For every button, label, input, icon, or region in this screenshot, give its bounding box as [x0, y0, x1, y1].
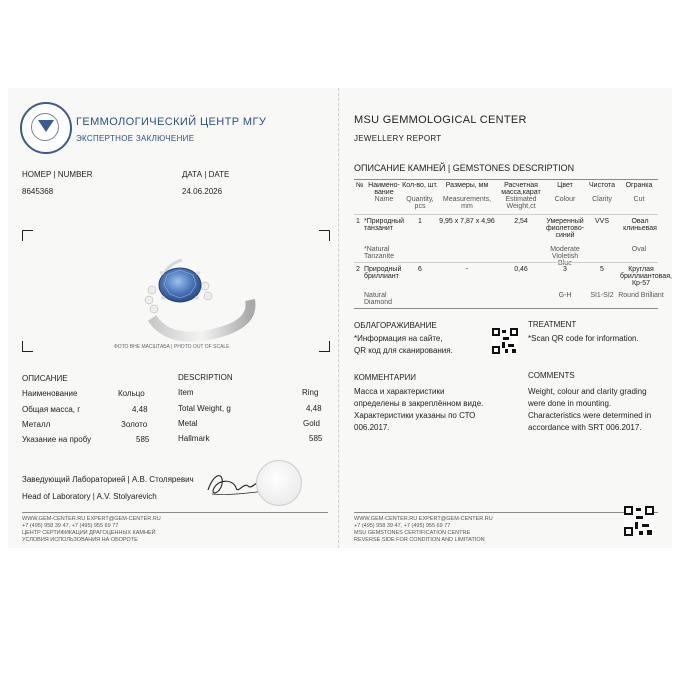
- footer-website: WWW.GEM-CENTER.RU EXPERT@GEM-CENTER.RU: [22, 516, 161, 522]
- stone-qty: 1: [418, 218, 422, 225]
- col-clarity-header-en: Clarity: [592, 196, 612, 203]
- ring-photo-frame: [22, 230, 330, 352]
- comments-en-title: COMMENTS: [528, 371, 575, 380]
- row-en-value: Gold: [303, 419, 320, 428]
- footer-conditions: УСЛОВИЯ ИСПОЛЬЗОВАНИЯ НА ОБОРОТЕ: [22, 537, 138, 543]
- stone-no: 2: [356, 266, 360, 273]
- footer-centre: MSU GEMSTONES CERTIFICATION CENTRE: [354, 530, 471, 536]
- stone-weight: 0,46: [514, 266, 528, 273]
- comments-ru-text: 006.2017.: [354, 423, 390, 432]
- description-en-title: DESCRIPTION: [178, 373, 233, 382]
- treatment-text: *Scan QR code for information.: [528, 334, 639, 343]
- report-type-ru: ЭКСПЕРТНОЕ ЗАКЛЮЧЕНИЕ: [76, 134, 195, 143]
- stone-name-ru: *Природный танзанит: [364, 218, 405, 232]
- report-card: [8, 88, 672, 548]
- col-name-header-ru: Наимено-вание: [368, 182, 400, 196]
- footer-phone: +7 (495) 958 39 47, +7 (495) 955 69 77: [354, 523, 451, 529]
- comments-ru-text: Масса и характеристики: [354, 387, 445, 396]
- stone-weight: 2,54: [514, 218, 528, 225]
- stone-cut-ru: Овал клиньевая: [623, 218, 657, 232]
- col-colour-header-ru: Цвет: [557, 182, 573, 189]
- msu-gem-center-logo: [20, 102, 72, 154]
- col-weight-header-en: Estimated Weight,ct: [505, 196, 537, 210]
- row-ru-value: 4,48: [132, 405, 148, 414]
- stone-qty: 6: [418, 266, 422, 273]
- row-ru-label: Общая масса, г: [22, 405, 81, 414]
- left-panel: [8, 88, 339, 548]
- stone-colour-ru: Умеренный фиолетово-синий: [546, 218, 585, 239]
- stone-cut-ru: Круглая бриллиантовая, Кр-57: [620, 266, 672, 287]
- footer-conditions: REVERSE SIDE FOR CONDITION AND LIMITATION: [354, 537, 485, 543]
- comments-ru-text: Характеристики указаны по СТО: [354, 411, 476, 420]
- head-of-laboratory-ru: Заведующий Лабораторией | А.В. Столяревич: [22, 475, 194, 484]
- row-en-label: Total Weight, g: [178, 404, 231, 413]
- right-panel: [340, 88, 672, 548]
- comments-en-text: were done in mounting.: [528, 399, 612, 408]
- stone-cut-en: Round Brilliant: [618, 292, 664, 299]
- stone-colour-en: Moderate Violetish Blue: [550, 246, 580, 267]
- row-ru-value: Золото: [121, 420, 148, 429]
- stone-colour-en: G-H: [558, 292, 572, 299]
- col-colour-header-en: Colour: [554, 196, 576, 203]
- org-title-en: MSU GEMMOLOGICAL CENTER: [354, 114, 527, 126]
- col-size-header-ru: Размеры, мм: [445, 182, 489, 189]
- comments-ru-text: определены в закреплённом виде.: [354, 399, 484, 408]
- description-ru-title: ОПИСАНИЕ: [22, 374, 68, 383]
- row-ru-value: 585: [136, 435, 150, 444]
- stone-clarity-en: SI1-SI2: [590, 292, 614, 299]
- col-qty-header-ru: Кол-во, шт.: [402, 182, 438, 189]
- stone-no: 1: [356, 218, 360, 225]
- stone-clarity: VVS: [594, 218, 609, 225]
- stone-colour-ru: 3: [563, 266, 567, 273]
- row-en-label: Hallmark: [178, 434, 210, 443]
- stone-size: -: [465, 266, 469, 273]
- refinement-ru-text: QR код для сканирования.: [354, 346, 453, 355]
- stone-size: 9,95 x 7,87 x 4,96: [439, 218, 495, 225]
- row-en-value: 585: [309, 434, 323, 443]
- footer-phone: +7 (495) 958 39 47, +7 (495) 955 69 77: [22, 523, 119, 529]
- number-label: НОМЕР | NUMBER: [22, 170, 93, 179]
- refinement-ru-text: *Информация на сайте,: [354, 334, 443, 343]
- row-ru-label: Указание на пробу: [22, 435, 92, 444]
- row-en-label: Item: [178, 388, 194, 397]
- report-qr-code[interactable]: [624, 506, 654, 536]
- col-qty-header-en: Quantity, pcs: [406, 196, 434, 210]
- stone-name-ru: Природный бриллиант: [364, 266, 402, 280]
- photo-caption: ФОТО ВНЕ МАСШТАБА | PHOTO OUT OF SCALE: [114, 344, 230, 350]
- footer-website: WWW.GEM-CENTER.RU EXPERT@GEM-CENTER.RU: [354, 516, 493, 522]
- treatment-qr-code[interactable]: [492, 328, 518, 354]
- report-type-en: JEWELLERY REPORT: [354, 134, 442, 143]
- col-weight-header-ru: Расчетная масса,карат: [501, 182, 541, 196]
- head-of-laboratory-en: Head of Laboratory | A.V. Stolyarevich: [22, 492, 157, 501]
- row-ru-value: Кольцо: [118, 389, 145, 398]
- stone-clarity: 5: [600, 266, 604, 273]
- comments-ru-title: КОММЕНТАРИИ: [354, 373, 417, 382]
- number-value: 8645368: [22, 187, 54, 196]
- ring-photo: [22, 230, 330, 352]
- row-ru-label: Металл: [22, 420, 51, 429]
- row-en-label: Metal: [178, 419, 198, 428]
- diamond-icon: [38, 120, 54, 132]
- row-ru-label: Наименование: [22, 389, 78, 398]
- comments-en-text: accordance with SRT 006.2017.: [528, 423, 642, 432]
- stone-name-en: Natural Diamond: [364, 292, 393, 306]
- footer-centre: ЦЕНТР СЕРТИФИКАЦИИ ДРАГОЦЕННЫХ КАМНЕЙ: [22, 530, 156, 536]
- row-en-value: Ring: [302, 388, 319, 397]
- gemstones-title: ОПИСАНИЕ КАМНЕЙ | GEMSTONES DESCRIPTION: [354, 163, 575, 173]
- laboratory-seal: [256, 460, 302, 506]
- refinement-ru-title: ОБЛАГОРАЖИВАНИЕ: [354, 321, 437, 330]
- stone-cut-en: Oval: [631, 246, 647, 253]
- treatment-title: TREATMENT: [528, 320, 577, 329]
- col-no-header: №: [356, 182, 364, 189]
- col-cut-header-ru: Огранка: [625, 182, 653, 189]
- org-title-ru: ГЕММОЛОГИЧЕСКИЙ ЦЕНТР МГУ: [76, 116, 267, 128]
- stone-name-en: *Natural Tanzanite: [364, 246, 394, 260]
- col-clarity-header-ru: Чистота: [589, 182, 615, 189]
- date-value: 24.06.2026: [182, 187, 223, 196]
- comments-en-text: Characteristics were determined in: [528, 411, 652, 420]
- date-label: ДАТА | DATE: [182, 170, 230, 179]
- col-size-header-en: Measurements, mm: [442, 196, 492, 210]
- row-en-value: 4,48: [306, 404, 322, 413]
- comments-en-text: Weight, colour and clarity grading: [528, 387, 647, 396]
- col-cut-header-en: Cut: [633, 196, 645, 203]
- col-name-header-en: Name: [374, 196, 394, 203]
